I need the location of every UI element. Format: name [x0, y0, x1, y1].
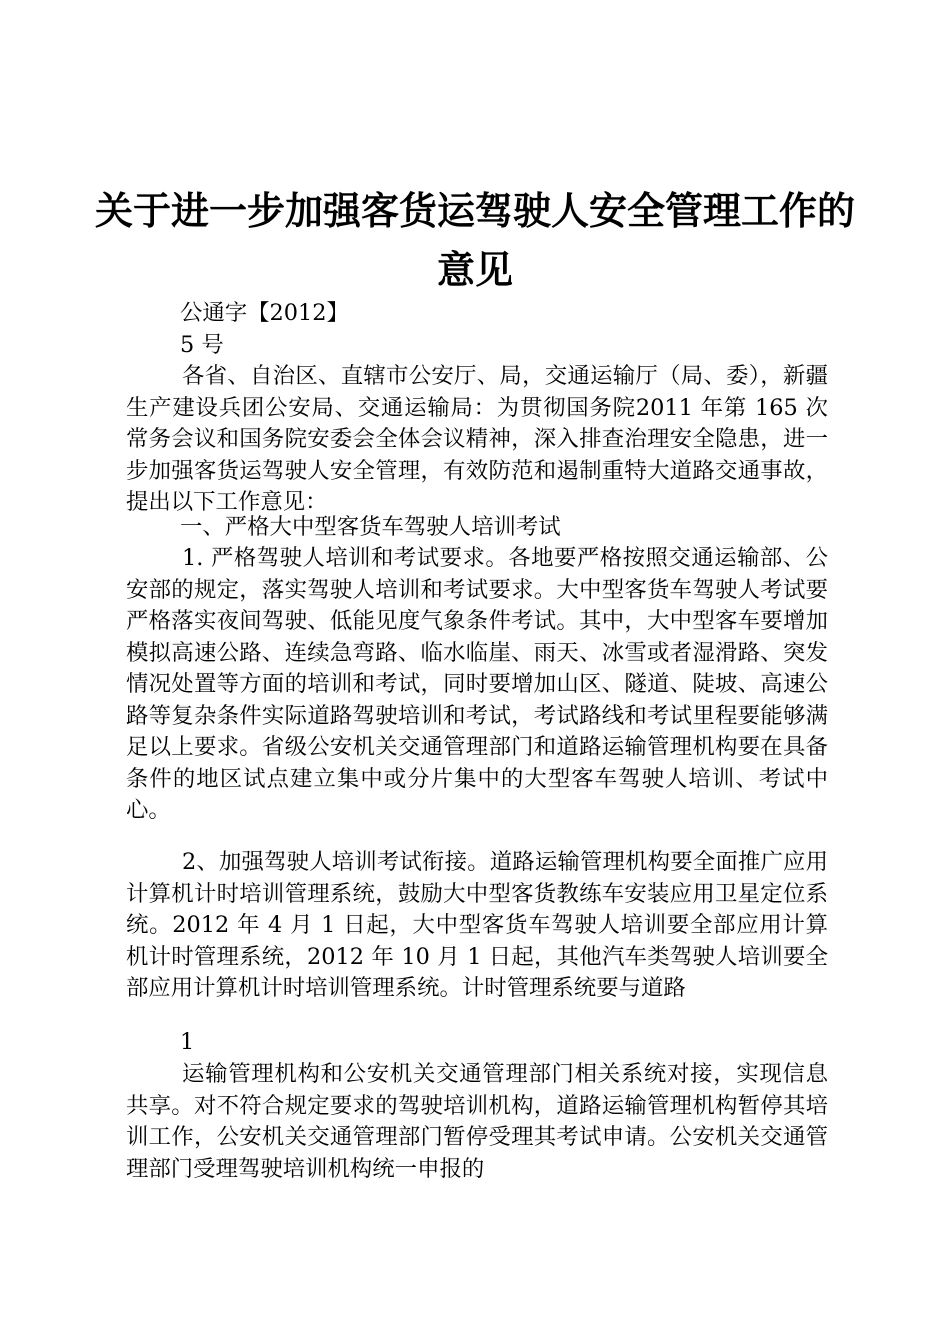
item-2-paragraph: 2、加强驾驶人培训考试衔接。道路运输管理机构要全面推广应用计算机计时培训管理系统，鼓励大中型客货教练车安装应用卫星定位系统。2012 年 4 月 1 日起，大中型客货车驾驶人培训要全部应用计算机计时管理系统，2012 年 10 月 1 日起，其他汽车类驾驶人培训要全部应用计算机计时培训管理系统。计时管理系统要与道路: [126, 849, 828, 1001]
preamble-paragraph: 各省、自治区、直辖市公安厅、局，交通运输厅（局、委），新疆生产建设兵团公安局、交通运输局：为贯彻国务院2011 年第 165 次常务会议和国务院安委会全体会议精神，深入排查治理安全隐患，进一步加强客货运驾驶人安全管理，有效防范和遏制重特大道路交通事故，提出以下工作意见：: [126, 363, 828, 515]
page-number: 1: [180, 1029, 195, 1055]
item-1-paragraph: 1. 严格驾驶人培训和考试要求。各地要严格按照交通运输部、公安部的规定，落实驾驶人培训和考试要求。大中型客货车驾驶人考试要严格落实夜间驾驶、低能见度气象条件考试。其中，大中型客车要增加模拟高速公路、连续急弯路、临水临崖、雨天、冰雪或者湿滑路、突发情况处置等方面的培训和考试，同时要增加山区、隧道、陡坡、高速公路等复杂条件实际道路驾驶培训和考试，考试路线和考试里程要能够满足以上要求。省级公安机关交通管理部门和道路运输管理机构要在具备条件的地区试点建立集中或分片集中的大型客车驾驶人培训、考试中心。: [126, 545, 828, 823]
continuation-paragraph: 运输管理机构和公安机关交通管理部门相关系统对接，实现信息共享。对不符合规定要求的驾驶培训机构，道路运输管理机构暂停其培训工作，公安机关交通管理部门暂停受理其考试申请。公安机关交通管理部门受理驾驶培训机构统一申报的: [126, 1061, 828, 1182]
document-number-line-2: 5 号: [180, 332, 224, 358]
document-title-line-1: 关于进一步加强客货运驾驶人安全管理工作的: [94, 189, 855, 233]
document-number-line-1: 公通字【2012】: [180, 300, 349, 326]
document-title-line-2: 意见: [436, 248, 513, 292]
section-1-heading: 一、严格大中型客货车驾驶人培训考试: [180, 514, 561, 540]
